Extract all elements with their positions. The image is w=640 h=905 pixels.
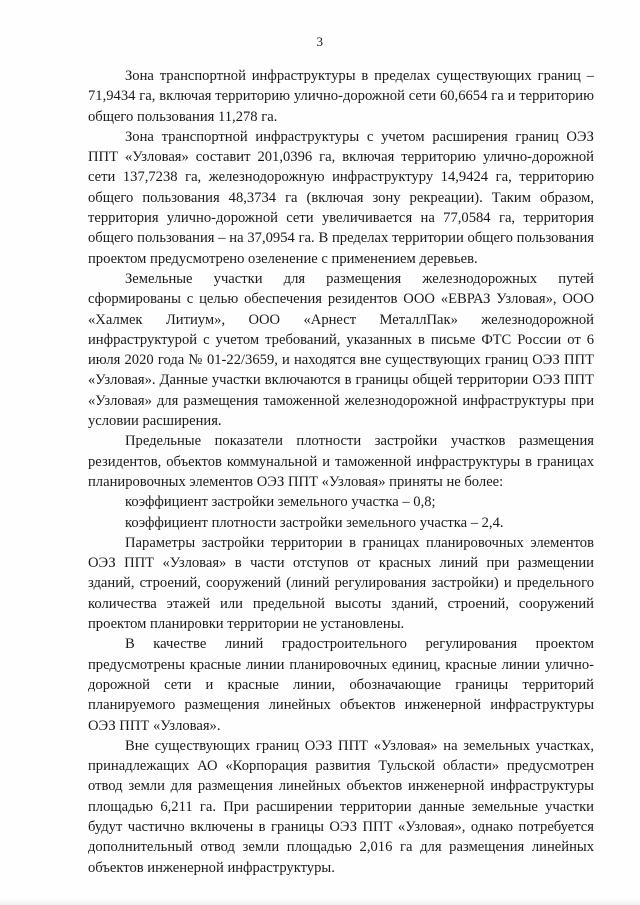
paragraph-railway-land-plots: Земельные участки для размещения железнодорожных путей сформированы с целью обеспечения резидентов ООО «ЕВРАЗ Узловая», ООО «Халмек Литиум», ООО «Арнест МеталлПак» железнодорожной инфраструктурой с учетом требований, указанных в письме ФТС России от 6 июля 2020 года № 01-22/3659, и находятся вне существующих границ ОЭЗ ППТ «Узловая». Данные участки включаются в границы общей территории ОЭЗ ППТ «Узловая» для размещения таможенной железнодорожной инфраструктуры при условии расширения. — [88, 270, 594, 430]
scan-edge — [0, 899, 640, 905]
paragraph-transport-zone-existing: Зона транспортной инфраструктуры в пределах существующих границ – 71,9434 га, включая территорию улично-дорожной сети 60,6654 га и территорию общего пользования 11,278 га. — [88, 68, 594, 125]
paragraph-land-allocation: Вне существующих границ ОЭЗ ППТ «Узловая» на земельных участках, принадлежащих АО «Корпорация развития Тульской области» предусмотрен отвод земли для размещения линейных объектов инженерной инфраструктуры площадью 6,211 га. При расширении территории данные земельные участки будут частично включены в границы ОЭЗ ППТ «Узловая», однако потребуется дополнительный отвод земли площадью 2,016 га для размещения линейных объектов инженерной инфраструктуры. — [88, 737, 594, 876]
paragraph-density-limits: Предельные показатели плотности застройки участков размещения резидентов, объектов коммунальной и таможенной инфраструктуры в границах планировочных элементов ОЭЗ ППТ «Узловая» приняты не более: — [88, 433, 594, 490]
paragraph-red-lines: В качестве линий градостроительного регулирования проектом предусмотрены красные линии планировочных единиц, красные линии улично-дорожной сети и красные линии, обозначающие границы территорий планируемого размещения линейных объектов инженерной инфраструктуры ОЭЗ ППТ «Узловая». — [88, 636, 594, 734]
page-number: 3 — [316, 34, 324, 49]
list-item-building-coefficient: коэффициент застройки земельного участка – 0,8; — [125, 494, 436, 511]
list-item-density-coefficient: коэффициент плотности застройки земельного участка – 2,4. — [125, 514, 504, 531]
paragraph-transport-zone-expanded: Зона транспортной инфраструктуры с учетом расширения границ ОЭЗ ППТ «Узловая» составит 201,0396 га, включая территорию улично-дорожной сети 137,7238 га, железнодорожную инфраструктуру 14,9424 га, территорию общего пользования 48,3734 га (включая зону рекреации). Таким образом, территория улично-дорожной сети увеличивается на 77,0584 га, территория общего пользования – на 37,0954 га. В пределах территории общего пользования проектом предусмотрено озеленение с применением деревьев. — [88, 128, 594, 267]
paragraph-building-parameters: Параметры застройки территории в границах планировочных элементов ОЭЗ ППТ «Узловая» в части отступов от красных линий при размещении зданий, строений, сооружений (линий регулирования застройки) и предельного количества этажей или предельной высоты зданий, строений, сооружений проектом планировки территории не установлены. — [88, 534, 594, 633]
document-body — [88, 66, 594, 878]
